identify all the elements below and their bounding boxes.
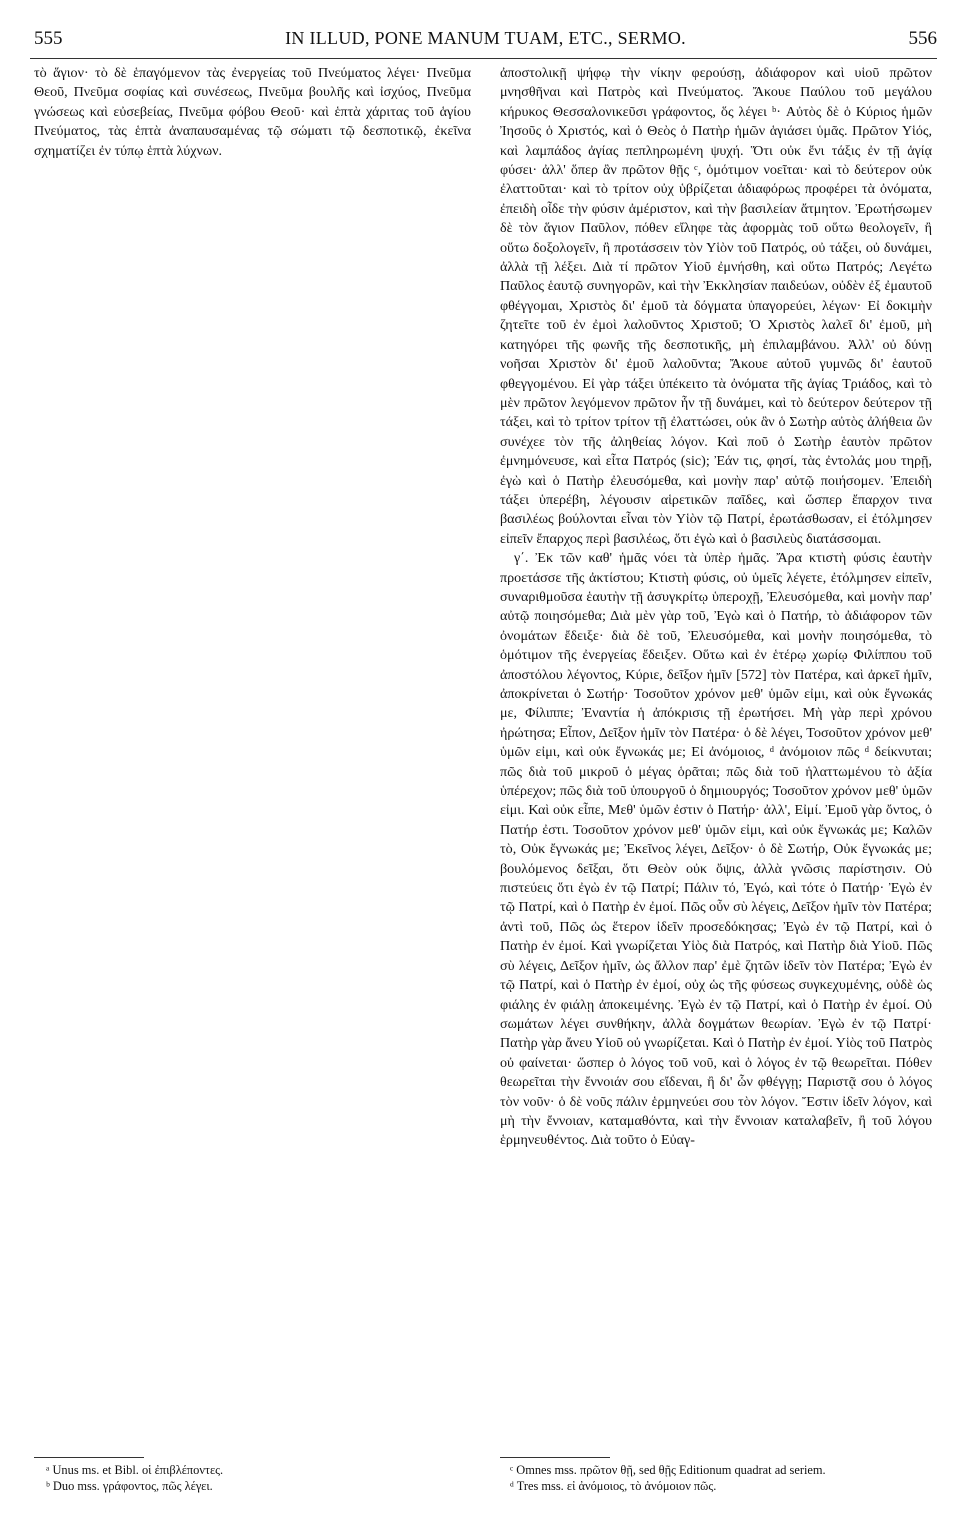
left-paragraph: τὸ ἅγιον· τὸ δὲ ἑπαγόμενον τὰς ἐνεργείας τοῦ Πνεύματος λέγει· Πνεῦμα Θεοῦ, Πνεῦμα σοφίας καὶ συνέσεως, Πνεῦμα βουλῆς καὶ ἰσχύος, Πνεῦμα γνώσεως καὶ εὐσεβείας, Πνεῦμα φόβου Θεοῦ· καὶ ἑπτὰ χάριτας τοῦ ἁγίου Πνεύματος, τὰς ἑπτὰ ἀναπαυσαμένας τῷ σώματι τῷ δεσποτικῷ, ἐκεῖνα σχηματίζει ἐν τύπῳ ἑπτὰ λύχνων.	[34, 65, 471, 159]
footnote: ᶜ Omnes mss. πρῶτον θῇ, sed θῇς Editionum quadrat ad seriem.	[510, 1463, 826, 1477]
running-header	[34, 28, 937, 58]
running-title: IN ILLUD, PONE MANUM TUAM, ETC., SERMO.	[285, 28, 686, 48]
page-number-right: 556	[908, 28, 937, 49]
right-column	[500, 64, 932, 1456]
footnote-rule-left	[34, 1457, 144, 1458]
footnotes-right	[510, 1462, 930, 1494]
footnote: ᵃ Unus ms. et Bibl. οἱ ἐπιβλέποντες.	[46, 1463, 224, 1477]
page-number-left: 555	[34, 28, 63, 49]
footnote-rule-right	[500, 1457, 610, 1458]
right-paragraph: γ΄. Ἐκ τῶν καθ' ἡμᾶς νόει τὰ ὑπὲρ ἡμᾶς. Ἄρα κτιστὴ φύσις ἑαυτὴν προετάσσε τῆς ἀκτίστου; Κτιστὴ φύσις, οὐ ὑμεῖς λέγετε, ἐτόλμησεν εἰπεῖν, συναριθμοῦσα ἑαυτὴν τῇ ἀσυγκρίτῳ ὑπεροχῇ, Ἐλευσόμεθα, καὶ μονὴν παρ' αὐτῷ ποιησόμεθα; Διὰ μὲν γὰρ τοῦ, Ἐγὼ καὶ ὁ Πατήρ, τὸ ἀδιάφορον τῶν ὀνομάτων ἔδειξε· διὰ δὲ τοῦ, Ἐλευσόμεθα, καὶ μονὴν ποιησόμεθα, τὸ ὁμότιμον τῆς ἐνεργείας ἔδειξεν. Οὕτω καὶ ἐν ἑτέρῳ χωρίῳ Φιλίππου τοῦ ἀποστόλου λέγοντος, Κύριε, δεῖξον ἡμῖν [572] τὸν Πατέρα, καὶ ἀρκεῖ ἡμῖν, ἀποκρίνεται ὁ Σωτήρ· Τοσοῦτον χρόνον μεθ' ὑμῶν εἰμι, καὶ οὐκ ἔγνωκάς με, Φίλιππε; Ἐναντία ἡ ἀπόκρισις τῇ ἐρωτήσει. Μὴ γὰρ περὶ χρόνου ἠρώτησα; Εἶπον, Δεῖξον ἡμῖν τὸν Πατέρα· ὁ δὲ λέγει, Τοσοῦτον χρόνον μεθ' ὑμῶν εἰμι, καὶ οὐκ ἔγνωκάς με; Εἰ ἀνόμοιος, ᵈ ἀνόμοιον πῶς ᵈ δείκνυται; πῶς διὰ τοῦ μικροῦ ὁ μέγας ὁρᾶται; πῶς διὰ τοῦ ἡλαττωμένου τὸ ἀξία ὑπέρεχον; πῶς διὰ τοῦ ὑπουργοῦ ὁ δημιουργός; Τοσοῦτον χρόνον μεθ' ὑμῶν εἰμι. Καὶ οὐκ εἶπε, Μεθ' ὑμῶν ἐστιν ὁ Πατήρ· ἀλλ', Εἰμί. Ἐμοῦ γὰρ ὄντος, ὁ Πατήρ ἐστι. Τοσοῦτον χρόνον μεθ' ὑμῶν εἰμι, καὶ οὐκ ἔγνωκάς με; Καλῶν τὸ, Οὐκ ἔγνωκάς με; Ἐκεῖνος λέγει, Δεῖξον· ὁ δὲ Σωτήρ, Οὐκ ἔγνωκάς με; βουλόμενος δεῖξαι, ὅτι Θεὸν οὐκ ὄψις, ἀλλὰ γνῶσις παρίστησιν. Οὐ πιστεύεις ὅτι ἐγὼ ἐν τῷ Πατρί; Πάλιν τό, Ἐγώ, καὶ τότε ὁ Πατήρ· Ἐγὼ ἐν τῷ Πατρί, καὶ ὁ Πατὴρ ἐν ἐμοί. Πῶς οὖν σὺ λέγεις, Δεῖξον ἡμῖν τὸν Πατέρα; ἀντὶ τοῦ, Πῶς ὡς ἕτερον ἰδεῖν προσεδόκησας; Ἐγὼ ἐν τῷ Πατρί, καὶ ὁ Πατὴρ ἐν ἐμοί. Καὶ γνωρίζεται Υἱὸς διὰ Πατρός, καὶ Πατὴρ διὰ Υἱοῦ. Πῶς σὺ λέγεις, Δεῖξον ἡμῖν, ὡς ἄλλον παρ' ἐμὲ ζητῶν ἰδεῖν τὸν Πατέρα; Ἐγὼ ἐν τῷ Πατρί, καὶ ὁ Πατὴρ ἐν ἐμοί, οὐχ ὡς τῆς φύσεως συγκεχυμένης, οὐδὲ ὡς φιάλης ἐν φιάλῃ ἀποκειμένης. Ἐγὼ ἐν τῷ Πατρί, καὶ ὁ Πατὴρ ἐν ἐμοί. Οὐ σωμάτων λέγει συνθήκην, ἀλλὰ δογμάτων θεωρίαν. Ἐγὼ ἐν τῷ Πατρί· Πατὴρ γὰρ ἄνευ Υἱοῦ οὐ γνωρίζεται. Καὶ ὁ Πατὴρ ἐν ἐμοί. Υἱὸς τοῦ Πατρὸς οὐ φαίνεται· ὥσπερ ὁ λόγος τοῦ νοῦ, καὶ ὁ λόγος ἐν τῷ θεωρεῖται. Πόθεν θεωρεῖται τὴν ἔννοιάν σου εἴδεναι, ἢ δι' ὧν φθέγγῃ; Παριστᾷ σου ὁ λόγος τὸν νοῦν· ὁ δὲ νοῦς πάλιν ἑρμηνεύει σου τὸν λόγον. Ἔστιν ἰδεῖν λόγον, καὶ μὴ τὴν ἔννοιαν, καταμαθόντα, καὶ τὴν ἔννοιαν καταλαβεῖν, ἢ τοῦ λόγου ἑρμηνευθέντος. Διὰ τοῦτο ὁ Εὐαγ-	[500, 550, 932, 1149]
footnotes-left	[46, 1462, 466, 1494]
header-rule	[30, 58, 937, 59]
left-column	[34, 64, 471, 1456]
footnote: ᵈ Tres mss. εἰ ἀνόμοιος, τὸ ἀνόμοιον πῶς.	[510, 1479, 717, 1493]
footnote: ᵇ Duo mss. γράφοντος, πῶς λέγει.	[46, 1479, 213, 1493]
right-paragraph: ἀποστολικῇ ψήφῳ τὴν νίκην φερούσῃ, ἀδιάφορον καὶ υἱοῦ πρῶτον μνησθῆναι καὶ Πατρὸς καὶ Πνεύματος. Ἄκουε Παύλου τοῦ μεγάλου κήρυκος Θεσσαλονικεῦσι γράφοντος, ὅς λέγει ᵇ· Αὐτὸς δὲ ὁ Κύριος ἡμῶν Ἰησοῦς ὁ Χριστός, καὶ ὁ Θεὸς ὁ Πατὴρ ἡμῶν ἁγιάσει ὑμᾶς. Πρῶτον Υἱός, καὶ λαμπάδος ἀγίας πεπληρωμένη ψυχή. Ὅτι οὐκ ἔνι τάξις ἐν τῇ ἁγίᾳ φύσει· ἀλλ' ὅπερ ἂν πρῶτον θῇς ᶜ, ὁμότιμον νοεῖται· καὶ τὸ δεύτερον οὐκ ἐλαττοῦται· καὶ τὸ τρίτον οὐχ ὑβρίζεται ἀδιαφόρως προφέρει τὰ ὀνόματα, ἐπειδὴ οἶδε τὴν φύσιν ἀμέριστον, καὶ τὴν βασιλείαν ἄτμητον. Ἐρωτήσωμεν δὲ τὸν ἅγιον Παῦλον, πόθεν εἴληφε τὰς ἀφορμὰς τοῦ οὕτω θεολογεῖν, ἢ οὕτω δοξολογεῖν, ἢ προτάσσειν τὸν Υἱὸν τοῦ Πατρός, οὐ τάξει, οὐ δυνάμει, ἀλλὰ τῇ λέξει. Διὰ τί πρῶτον Υἱοῦ ἐμνήσθη, καὶ οὕτω Πατρός; Λεγέτω Παῦλος ἑαυτῷ συνηγορῶν, καὶ τὴν Ἐκκλησίαν παιδεύων, οὐδὲν ἐξ ἐμαυτοῦ φθέγγομαι, Χριστὸς δι' ἐμοῦ τὰ δόγματα ὑπαγορεύει, λέγων· Εἰ δοκιμὴν ζητεῖτε τοῦ ἐν ἐμοὶ λαλοῦντος Χριστοῦ; Ὁ Χριστὸς λαλεῖ δι' ἐμοῦ, μὴ κατηγόρει τῆς φωνῆς τῆς δεσποτικῆς, μὴ ἐπιλαμβάνου. Ἀλλ' οὐ δύνῃ νοῆσαι Χριστὸν δι' ἐμοῦ λαλοῦντα; Ἄκουε αὐτοῦ γυμνῶς δι' ἑαυτοῦ φθεγγομένου. Εἰ γὰρ τάξει ὑπέκειτο τὰ ὀνόματα τῆς ἁγίας Τριάδος, καὶ τὸ μὲν πρῶτον λεγόμενον πρῶτον ἦν τῇ δυνάμει, καὶ τὸ δεύτερον δεύτερον τῇ τάξει, καὶ τὸ τρίτον τρίτον τῇ ἐλαττώσει, οὐκ ἂν ὁ Σωτὴρ αὐτὸς ἀλήθεια ὢν συνέχεε τὸν τῆς ἀληθείας λόγον. Καὶ ποῦ ὁ Σωτὴρ ἑαυτὸν πρῶτον ἐμνημόνευσε, καὶ εἶτα Πατρός (sic); Ἐάν τις, φησί, τὰς ἐντολάς μου τηρῇ, ἐγὼ καὶ ὁ Πατὴρ ἐλευσόμεθα, καὶ μονὴν παρ' αὐτῷ ποιήσομεν. Ἐπειδὴ τάξει ὑπερέβη, λέγουσιν αἱρετικῶν παῖδες, καὶ ὥσπερ ἔπαρχον τινα βασιλέως βούλονται εἶναι τὸν Υἱὸν τῷ Πατρί, ἐρωτάσθωσαν, εἰ ἐτόλμησεν εἰπεῖν ἔπαρχος περὶ βασιλέως, ὅτι ἐγὼ καὶ ὁ βασιλεὺς διατάσσομαι.	[500, 65, 932, 547]
